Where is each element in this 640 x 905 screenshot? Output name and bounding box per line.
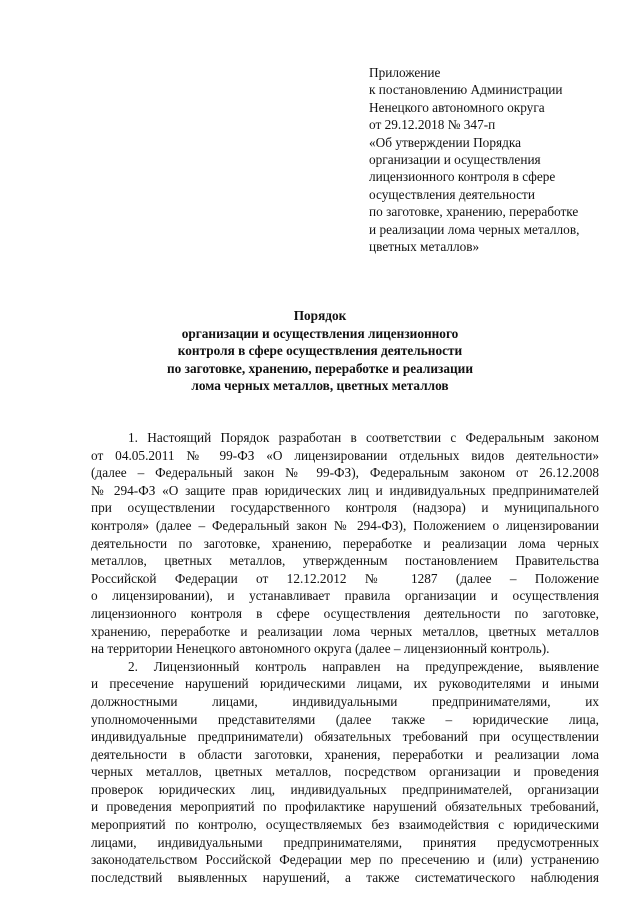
- appendix-line: организации и осуществления: [369, 152, 541, 168]
- title-line: организации и осуществления лицензионного: [181, 325, 459, 341]
- appendix-line: лицензионного контроля в сфере: [369, 169, 556, 185]
- title-line: Порядок: [293, 308, 347, 323]
- paragraph-line: деятельности по заготовке, хранению, переработке и реализации лома черных: [91, 535, 599, 551]
- paragraph-line: индивидуальные предприниматели) обязательных требований при осуществлении: [91, 729, 599, 745]
- paragraph-line: последствий выявленных нарушений, а также систематического наблюдения: [91, 869, 599, 885]
- paragraph-line: (далее – Федеральный закон № 99-ФЗ), Федеральным законом от 26.12.2008: [91, 465, 599, 481]
- title-line: лома черных металлов, цветных металлов: [191, 378, 449, 394]
- document-title: [80, 307, 560, 395]
- appendix-header: [369, 64, 609, 255]
- appendix-line: Ненецкого автономного округа: [369, 99, 545, 115]
- paragraph-1: [91, 429, 599, 658]
- appendix-line: и реализации лома черных металлов,: [369, 221, 580, 237]
- appendix-line: Приложение: [369, 65, 441, 80]
- paragraph-2: [91, 658, 599, 887]
- title-line: по заготовке, хранению, переработке и реализации: [166, 360, 473, 376]
- paragraph-line: Российской Федерации от 12.12.2012 № 1287 (далее – Положение: [91, 570, 599, 586]
- appendix-line: по заготовке, хранению, переработке: [369, 204, 579, 220]
- paragraph-line: при осуществлении государственного контроля (надзора) и муниципального: [91, 500, 599, 516]
- paragraph-line: на территории Ненецкого автономного округа (далее – лицензионный контроль).: [91, 641, 550, 657]
- paragraph-line: уполномоченными представителями (далее также – юридические лица,: [91, 711, 599, 727]
- paragraph-line: от 04.05.2011 № 99-ФЗ «О лицензировании отдельных видов деятельности»: [91, 447, 599, 463]
- paragraph-line: лицензионного контроля в сфере осуществления деятельности по заготовке,: [91, 605, 599, 621]
- paragraph-line: о лицензировании), и устанавливает правила организации и осуществления: [91, 588, 599, 604]
- paragraph-line: должностными лицами, индивидуальными предпринимателями, их: [91, 693, 599, 709]
- appendix-line: от 29.12.2018 № 347-п: [369, 117, 496, 133]
- appendix-line: цветных металлов»: [369, 239, 480, 255]
- appendix-line: к постановлению Администрации: [369, 82, 563, 98]
- paragraph-line: 2. Лицензионный контроль направлен на предупреждение, выявление: [128, 658, 599, 674]
- paragraph-line: и проведения мероприятий по профилактике нарушений обязательных требований,: [91, 799, 599, 815]
- appendix-line: «Об утверждении Порядка: [369, 134, 522, 150]
- paragraph-line: черных металлов, цветных металлов, посредством организации и проведения: [91, 764, 599, 780]
- paragraph-line: лицами, индивидуальными предпринимателями, принятия предусмотренных: [91, 834, 599, 850]
- paragraph-line: № 294-ФЗ «О защите прав юридических лиц и индивидуальных предпринимателей: [91, 482, 599, 498]
- paragraph-line: деятельности в области заготовки, хранения, переработки и реализации лома: [91, 746, 599, 762]
- paragraph-line: контроля» (далее – Федеральный закон № 294-ФЗ), Положением о лицензировании: [91, 517, 599, 533]
- paragraph-line: проверок юридических лиц, индивидуальных предпринимателей, организации: [91, 781, 599, 797]
- paragraph-line: хранению, переработке и реализации лома черных металлов, цветных металлов: [91, 623, 599, 639]
- paragraph-line: металлов, цветных металлов, утвержденным постановлением Правительства: [91, 553, 599, 569]
- paragraph-line: мероприятий по контролю, осуществляемых без взаимодействия с юридическими: [91, 817, 599, 833]
- paragraph-line: 1. Настоящий Порядок разработан в соответствии с Федеральным законом: [128, 430, 599, 445]
- appendix-line: осуществления деятельности: [369, 186, 535, 202]
- paragraph-line: законодательством Российской Федерации мер по пресечению и (или) устранению: [91, 852, 599, 868]
- document-body: [91, 429, 599, 886]
- title-line: контроля в сфере осуществления деятельности: [177, 343, 463, 359]
- paragraph-line: и пресечение нарушений юридическими лицами, их руководителями и иными: [91, 676, 599, 692]
